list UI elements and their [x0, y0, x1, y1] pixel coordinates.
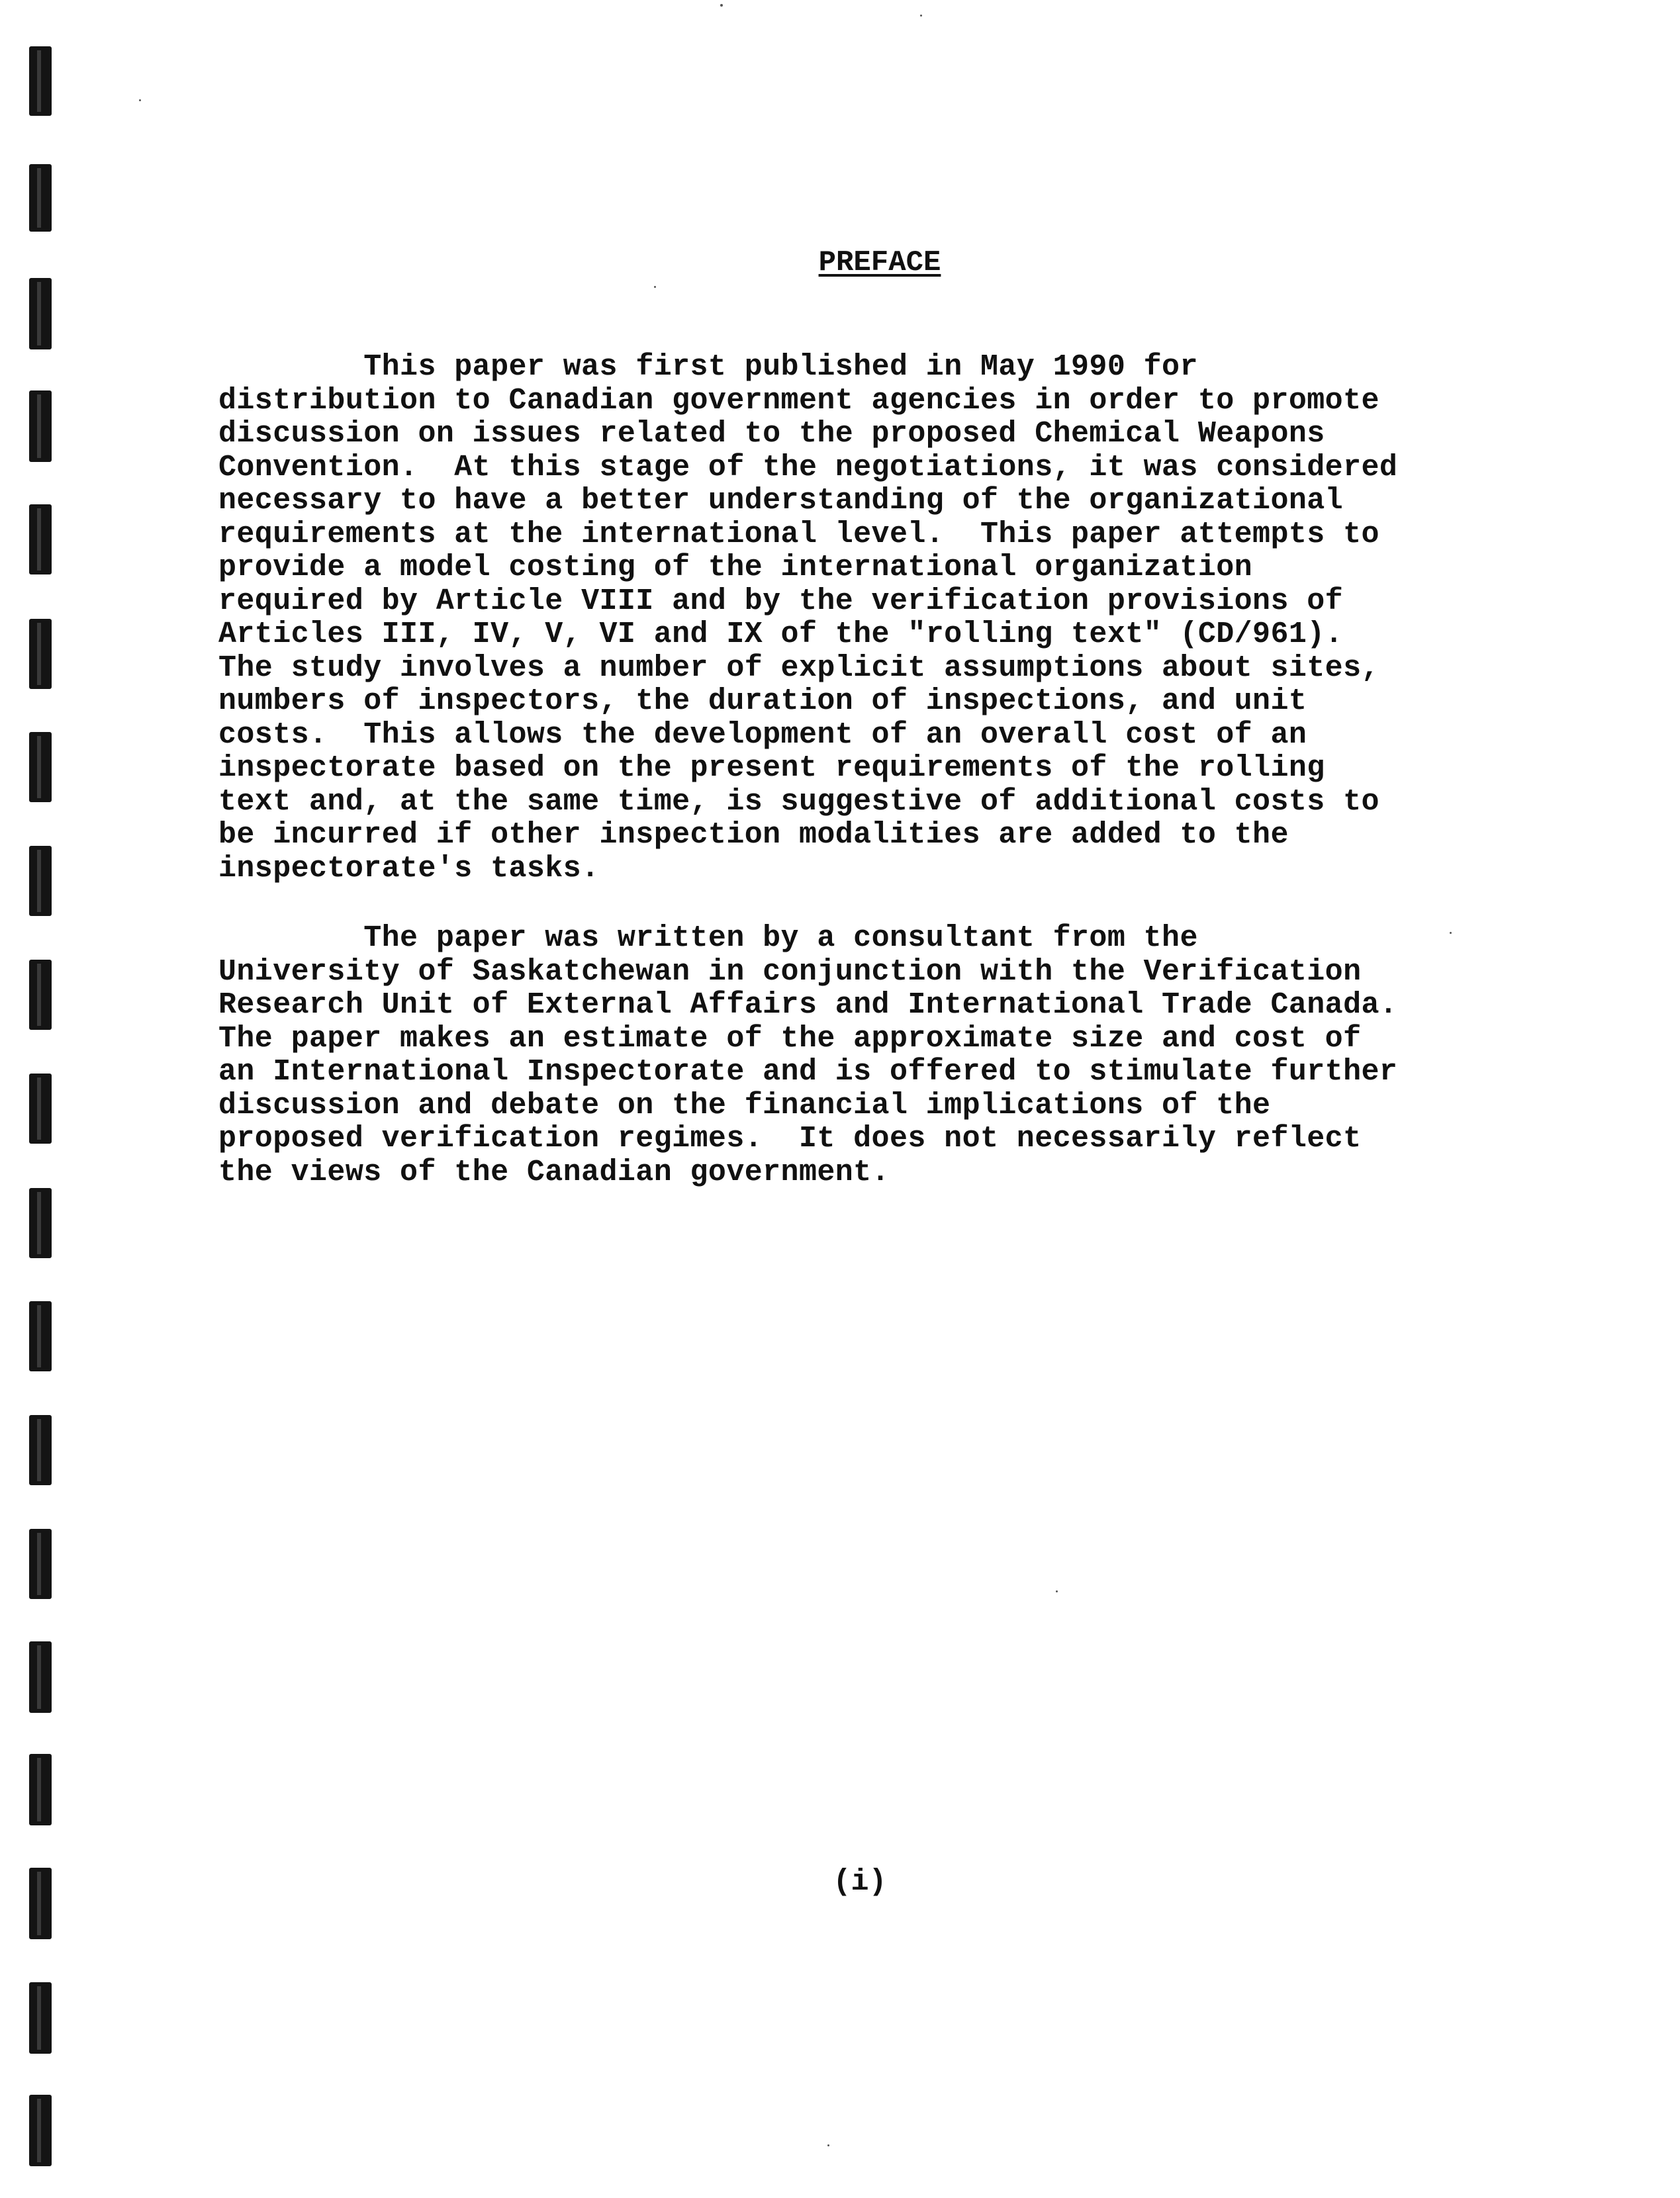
binding-hole: [29, 1415, 52, 1485]
binding-hole: [29, 1188, 52, 1258]
preface-paragraph-1: This paper was first published in May 1990 for distribution to Canadian government agencies in order to promote discussion on issues related to the proposed Chemical Weapons Convention. At this stage of the negotiations, it was considered necessary to have a better understanding of the organizational requirements at the international level. This paper attempts to provide a model costing of the international organization required by Article VIII and by the verification provisions of Articles III, IV, V, VI and IX of the "rolling text" (CD/961). The study involves a number of explicit assumptions about sites, numbers of inspectors, the duration of inspections, and unit costs. This allows the development of an overall cost of an inspectorate based on the present requirements of the rolling text and, at the same time, is suggestive of additional costs to be incurred if other inspection modalities are added to the inspectorate's tasks.: [218, 350, 1398, 886]
binding-hole: [29, 732, 52, 802]
binding-hole: [29, 1982, 52, 2054]
scan-speck: [920, 15, 922, 17]
binding-hole: [29, 1641, 52, 1713]
binding-hole: [29, 619, 52, 689]
binding-hole: [29, 46, 52, 116]
binding-hole: [29, 164, 52, 232]
binding-hole: [29, 278, 52, 349]
scan-speck: [1056, 1590, 1058, 1592]
scan-speck: [139, 99, 141, 101]
scan-speck: [720, 4, 723, 7]
page-number: (i): [833, 1865, 887, 1899]
scan-speck: [827, 2144, 829, 2146]
binding-hole: [29, 2095, 52, 2166]
binding-hole: [29, 1301, 52, 1371]
binding-hole: [29, 504, 52, 574]
binding-hole: [29, 1074, 52, 1144]
binding-hole: [29, 960, 52, 1030]
binding-hole: [29, 1754, 52, 1825]
binding-hole: [29, 846, 52, 916]
binding-hole: [29, 390, 52, 462]
scan-speck: [654, 286, 656, 288]
binding-hole: [29, 1529, 52, 1599]
page-title: PREFACE: [818, 246, 941, 279]
preface-paragraph-2: The paper was written by a consultant from the University of Saskatchewan in conjunction with the Verification Research Unit of External Affairs and International Trade Canada. The paper makes an estimate of the approximate size and cost of an International Inspectorate and is offered to stimulate further discussion and debate on the financial implications of the proposed verification regimes. It does not necessarily reflect the views of the Canadian government.: [218, 921, 1398, 1189]
